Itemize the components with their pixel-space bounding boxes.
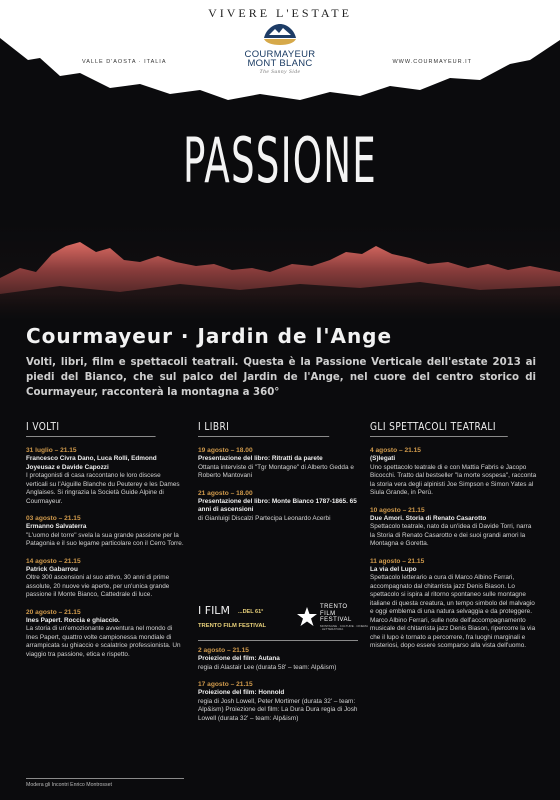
event-title: Presentazione del libro: Ritratti da parete <box>198 455 323 462</box>
event-title: Presentazione del libro: Monte Bianco 1787-1865. 65 anni di ascensioni <box>198 497 357 513</box>
event-title: Patrick Gabarrou <box>26 565 78 573</box>
film-divider <box>198 640 358 641</box>
logo-line-2: MONT BLANC <box>247 58 313 69</box>
spettacoli-event <box>370 557 538 651</box>
mountain-photo <box>0 224 560 320</box>
event-body: Uno spettacolo teatrale di e con Mattia Fabris e Jacopo Bicocchi. Tratto dal bestseller "la morte sospesa", racconta la storia vera degli alpinisti Joe Simpson e Simon Yates al Siula Grande, in Perù. <box>370 463 537 496</box>
event-date: 17 agosto – 21.15 <box>198 681 253 688</box>
event-date: 11 agosto – 21.15 <box>370 557 425 565</box>
tff-line-1: TRENTO <box>320 604 348 610</box>
event-body: Spettacolo letterario a cura di Marco Albino Ferrari, accompagnato dal chitarrista jazz Denis Biason. Lo spettacolo si ispira al ritorno spontaneo sulle montagne italiane di questa creatura, un tempo simbolo del malvagio e oggi emblema di una natura selvaggia e da proteggere. Marco Albino Ferrari, sulle note dell'accompagnamento musicale del chitarrista jazz Denis Biason, ripercorre la via che il lupo è tornato a percorrere, fra luoghi marginali e misteriosi, dopo essere scomparso alla vista dell'uomo. <box>370 574 536 649</box>
event-date: 20 agosto – 21.15 <box>26 608 81 616</box>
event-date: 10 agosto – 21.15 <box>370 506 425 514</box>
libri-event <box>198 489 358 524</box>
film-festival-name: TRENTO FILM FESTIVAL <box>198 623 267 629</box>
volti-column <box>26 420 184 667</box>
volti-event <box>26 514 184 549</box>
event-body: Ottanta interviste di "Tgr Montagne" di Alberto Gedda e Roberto Mantovani <box>198 463 354 479</box>
volti-event <box>26 608 184 660</box>
tff-small-text: MONTAGNE · CULTURE · CINEMA · LETTERATURA <box>320 624 368 632</box>
spettacoli-event <box>370 506 538 549</box>
spettacoli-column <box>370 420 538 659</box>
spettacoli-heading: GLI SPETTACOLI TEATRALI <box>370 420 508 437</box>
event-body: La storia di un'emozionante avventura nel mondo di Ines Papert, quattro volte campionessa mondiale di arrampicata su ghiaccio e scalatrice professionista. Un viaggio tra passione, etica e rispetto. <box>26 625 181 658</box>
film-heading: I FILM <box>198 604 230 617</box>
website-link[interactable]: WWW.COURMAYEUR.IT <box>392 59 472 65</box>
spettacoli-event <box>370 446 538 498</box>
tagline: VIVERE L'ESTATE <box>208 6 352 20</box>
volti-event <box>26 557 184 600</box>
star-icon <box>296 606 318 628</box>
event-title: Francesco Civra Dano, Luca Rolli, Edmond Joyeusaz e Davide Capozzi <box>26 455 157 471</box>
banner-mountain-silhouette <box>0 0 560 110</box>
logo-tagline: The Sunny Side <box>259 69 301 75</box>
tff-line-3: FESTIVAL <box>320 617 352 623</box>
event-date: 19 agosto – 18.00 <box>198 447 253 454</box>
libri-column <box>198 420 358 531</box>
film-edition: ...DEL 61° <box>238 609 264 615</box>
tff-line-2: FILM <box>320 610 336 617</box>
event-body: di Gianluigi Discalzi Partecipa Leonardo Acerbi <box>198 514 331 522</box>
libri-event <box>198 446 358 481</box>
moderator-note: Modera gli Incontri Enrico Montrosset <box>26 778 184 788</box>
film-event <box>198 680 358 723</box>
event-title: Due Amori. Storia di Renato Casarotto <box>370 514 487 522</box>
event-body: regia di Josh Lowell, Peter Mortimer (durata 32' – team: Alp&ism) Proiezione del film: La Dura Dura regia di Josh Lowell (durata 32' – team: Alp&ism) <box>198 697 358 722</box>
poster-title: PASSIONE <box>183 124 377 197</box>
region-label: VALLE D'AOSTA · ITALIA <box>82 59 167 65</box>
trento-film-festival-logo <box>296 604 368 638</box>
event-body: Oltre 300 ascensioni al suo attivo, 30 anni di prime assolute, 20 nuove vie aperte, per un'unica grande passione il Monte Bianco, Cattedrale di luce. <box>26 574 170 598</box>
event-title: Proiezione del film: Honnold <box>198 689 285 696</box>
event-title: (S)legati <box>370 455 396 462</box>
logo-line-1: COURMAYEUR <box>244 49 316 60</box>
event-date: 2 agosto – 21.15 <box>198 647 249 654</box>
event-body: Spettacolo teatrale, nato da un'idea di Davide Torri, narra la Storia di Renato Casarotto e dei suoi grandi amori la Montagna e Goretta. <box>370 523 532 547</box>
event-title: Proiezione del film: Autana <box>198 655 280 662</box>
event-date: 21 agosto – 18.00 <box>198 489 253 497</box>
intro-text: Volti, libri, film e spettacoli teatrali. Questa è la Passione Verticale dell'estate 2013 ai piedi del Bianco, che sul palco del Jardin de l'Ange, nel cuore del centro storico di Courmayeur, racconterà la montagna a 360° <box>26 357 536 398</box>
volti-event <box>26 446 184 506</box>
event-date: 03 agosto – 21.15 <box>26 515 81 522</box>
event-date: 31 luglio – 21.15 <box>26 447 77 454</box>
event-body: "L'uomo del torre" svela la sua grande passione per la Patagonia e il suo legame particolare con il Cerro Torre. <box>26 531 184 547</box>
libri-heading: I LIBRI <box>198 420 329 437</box>
film-column <box>198 646 358 731</box>
event-title: La via del Lupo <box>370 565 417 573</box>
event-date: 14 agosto – 21.15 <box>26 557 81 565</box>
event-location: Courmayeur · Jardin de l'Ange <box>26 324 393 348</box>
film-event <box>198 646 358 672</box>
event-body: I protagonisti di casa raccontano le loro discese verticali su l'Aiguille Blanche du Peuterey e les Dames Anglaises. Si ringrazia la Società Guide Alpine di Courmayeur. <box>26 472 180 505</box>
volti-heading: I VOLTI <box>26 420 156 437</box>
tff-logo-text <box>320 604 352 624</box>
event-title: Ermanno Salvaterra <box>26 523 87 530</box>
event-date: 4 agosto – 21.15 <box>370 447 421 454</box>
event-body: regia di Alastair Lee (durata 58' – team: Alp&ism) <box>198 663 337 671</box>
event-title: Ines Papert. Roccia e ghiaccio. <box>26 616 120 624</box>
